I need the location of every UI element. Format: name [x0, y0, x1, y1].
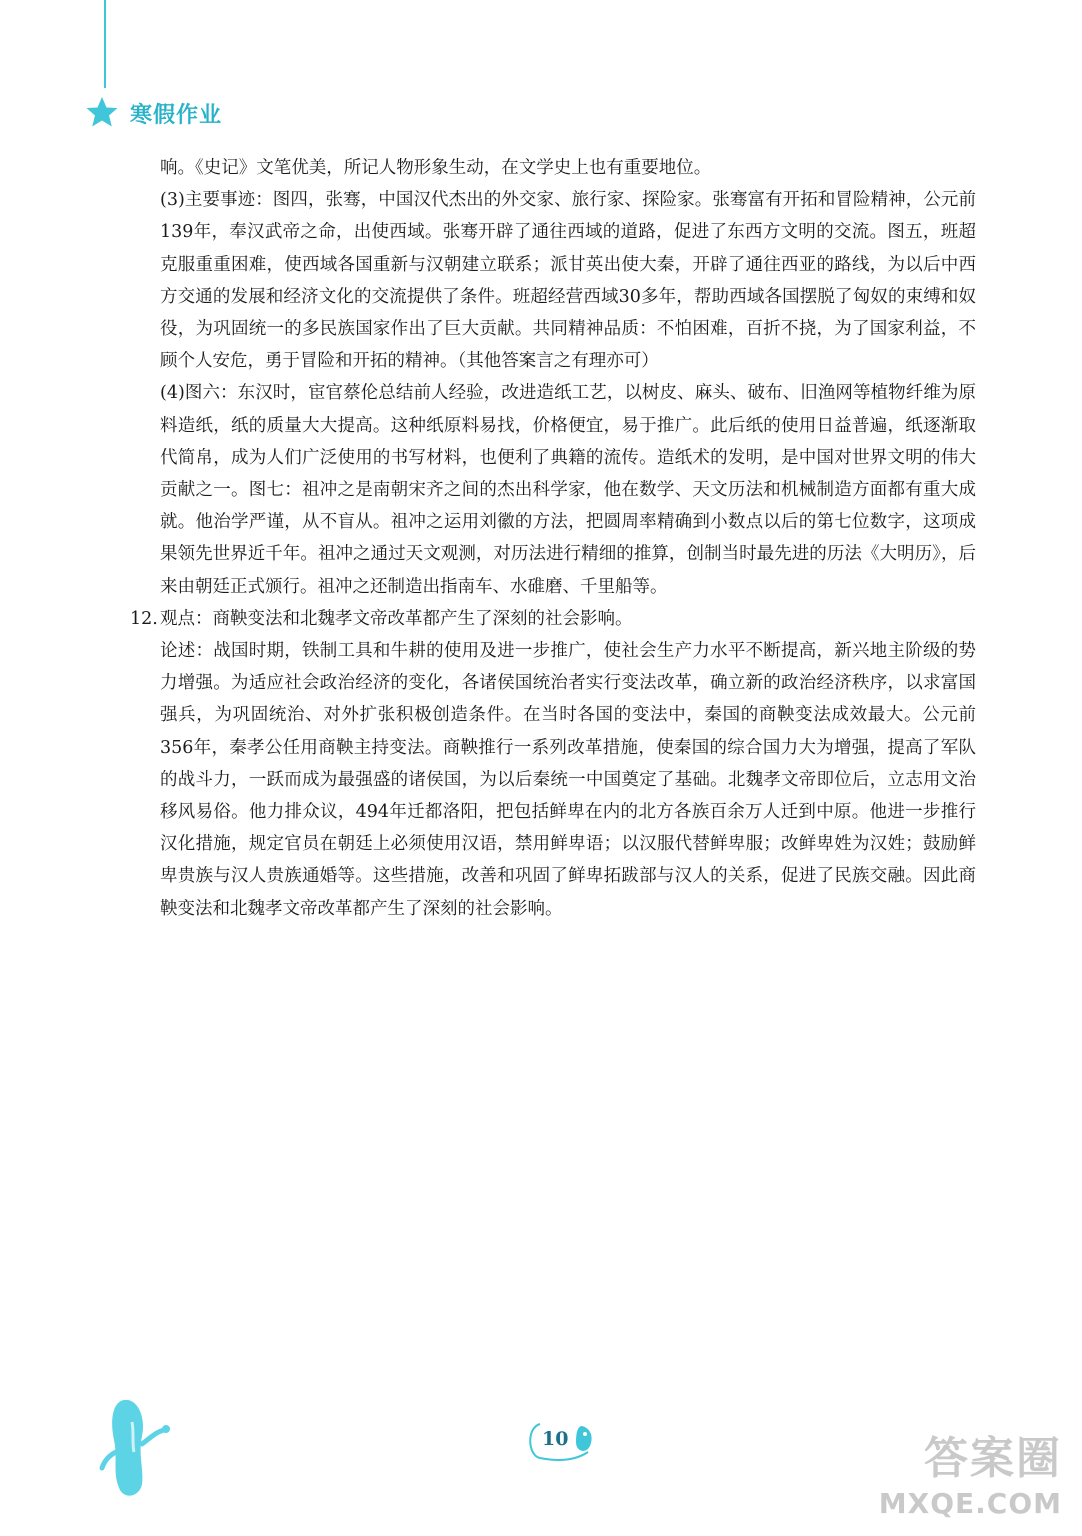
paragraph-continuation: 响。《史记》文笔优美，所记人物形象生动，在文学史上也有重要地位。 [160, 158, 712, 178]
page-number: 10 [542, 1428, 569, 1450]
paragraph-item-4: (4)图六：东汉时，宦官蔡伦总结前人经验，改进造纸工艺，以树皮、麻头、破布、旧渔网等植物纤维为原料造纸，纸的质量大大提高。这种纸原料易找，价格便宜，易于推广。此后纸的使用日益普遍，纸逐渐取代简帛，成为人们广泛使用的书写材料，也便利了典籍的流传。造纸术的发明，是中国对世界文明的伟大贡献之一。图七：祖冲之是南朝宋齐之间的杰出科学家，他在数学、天文历法和机械制造方面都有重大成就。他治学严谨，从不盲从。祖冲之运用刘徽的方法，把圆周率精确到小数点以后的第七位数字，这项成果领先世界近千年。祖冲之通过天文观测，对历法进行精细的推算，创制当时最先进的历法《大明历》，后来由朝廷正式颁行。祖冲之还制造出指南车、水碓磨、千里船等。 [160, 383, 976, 597]
watermark-title: 答案圈 [924, 1433, 1062, 1484]
viewpoint-text: 观点：商鞅变法和北魏孝文帝改革都产生了深刻的社会影响。 [160, 608, 633, 629]
page-number-badge [510, 1416, 602, 1464]
star-icon [86, 96, 118, 128]
header-title: 寒假作业 [130, 103, 223, 128]
watermark-logo [878, 1422, 1068, 1522]
argument-text: 论述：战国时期，铁制工具和牛耕的使用及进一步推广，使社会生产力水平不断提高，新兴地主阶级的势力增强。为适应社会政治经济的变化，各诸侯国统治者实行变法改革，确立新的政治经济秩序，以求富国强兵，为巩固统治、对外扩张积极创造条件。在当时各国的变法中，秦国的商鞅变法成效最大。公元前356年，秦孝公任用商鞅主持变法。商鞅推行一系列改革措施，使秦国的综合国力大为增强，提高了军队的战斗力，一跃而成为最强盛的诸侯国，为以后秦统一中国奠定了基础。北魏孝文帝即位后，立志用文治移风易俗。他力排众议，494年迁都洛阳，把包括鲜卑在内的北方各族百余万人迁到中原。他进一步推行汉化措施，规定官员在朝廷上必须使用汉语，禁用鲜卑语；以汉服代替鲜卑服；改鲜卑姓为汉姓；鼓励鲜卑贵族与汉人贵族通婚等。这些措施，改善和巩固了鲜卑拓跋部与汉人的关系，促进了民族交融。因此商鞅变法和北魏孝文帝改革都产生了深刻的社会影响。 [160, 641, 976, 919]
answer-content [130, 152, 976, 925]
paragraph-item-3: (3)主要事迹：图四，张骞，中国汉代杰出的外交家、旅行家、探险家。张骞富有开拓和冒险精神，公元前139年，奉汉武帝之命，出使西域。张骞开辟了通往西域的道路，促进了东西方文明的交流。图五，班超克服重重困难，使西域各国重新与汉朝建立联系；派甘英出使大秦，开辟了通往西亚的路线，为以后中西方交通的发展和经济文化的交流提供了条件。班超经营西域30多年，帮助西域各国摆脱了匈奴的束缚和奴役，为巩固统一的多民族国家作出了巨大贡献。共同精神品质：不怕困难，百折不挠，为了国家利益，不顾个人安危，勇于冒险和开拓的精神。（其他答案言之有理亦可） [160, 190, 976, 372]
mascot-icon [98, 1392, 174, 1502]
question-12 [130, 603, 976, 925]
question-number: 12. [130, 608, 158, 629]
watermark-url: MXQE.COM [878, 1487, 1062, 1520]
header-decoration-line [104, 0, 106, 88]
